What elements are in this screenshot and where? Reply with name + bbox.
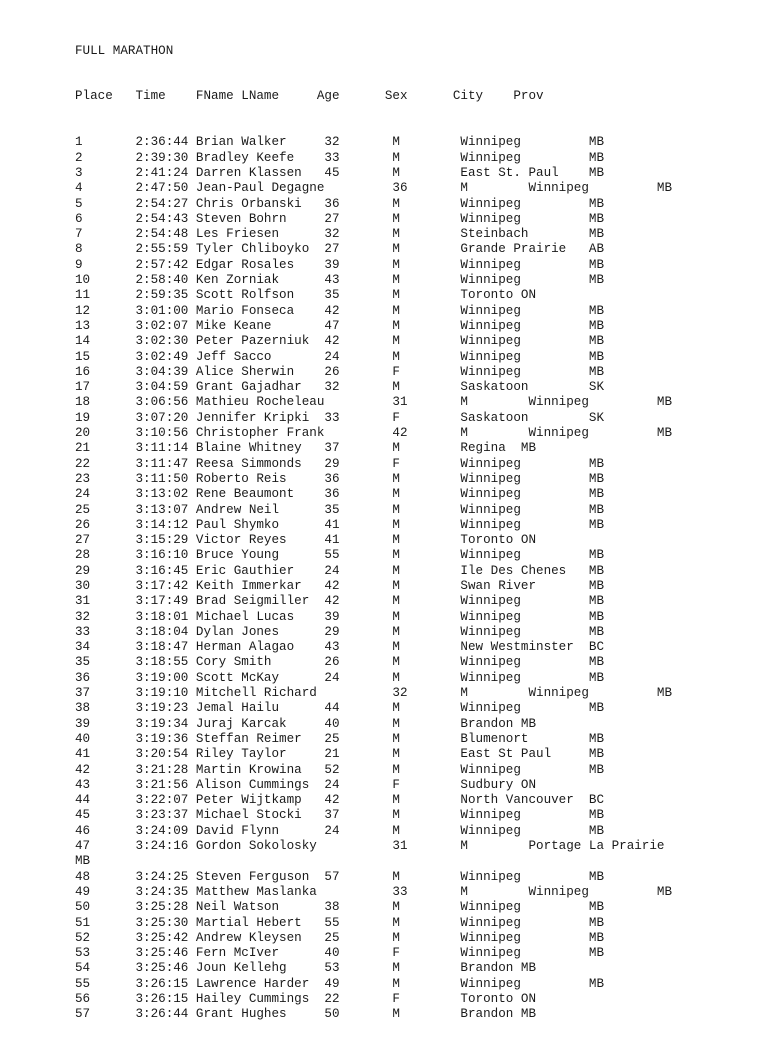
result-row: 26 3:14:12 Paul Shymko 41 M Winnipeg MB — [75, 517, 605, 532]
result-row: 9 2:57:42 Edgar Rosales 39 M Winnipeg MB — [75, 257, 605, 272]
result-row: 34 3:18:47 Herman Alagao 43 M New Westminster BC — [75, 640, 605, 655]
result-row: 36 3:19:00 Scott McKay 24 M Winnipeg MB — [75, 670, 605, 685]
result-row: 54 3:25:46 Joun Kellehg 53 M Brandon MB — [75, 961, 537, 976]
result-row: 11 2:59:35 Scott Rolfson 35 M Toronto ON — [75, 288, 537, 303]
result-row: 22 3:11:47 Reesa Simmonds 29 F Winnipeg MB — [75, 456, 605, 471]
result-row: 30 3:17:42 Keith Immerkar 42 M Swan River MB — [75, 578, 605, 593]
result-row: 48 3:24:25 Steven Ferguson 57 M Winnipeg MB — [75, 869, 605, 884]
results-document — [75, 13, 672, 1038]
result-row: 8 2:55:59 Tyler Chliboyko 27 M Grande Prairie AB — [75, 242, 605, 257]
result-row: 23 3:11:50 Roberto Reis 36 M Winnipeg MB — [75, 471, 605, 486]
result-row: 55 3:26:15 Lawrence Harder 49 M Winnipeg MB — [75, 976, 605, 991]
result-row: 33 3:18:04 Dylan Jones 29 M Winnipeg MB — [75, 624, 605, 639]
result-row: 19 3:07:20 Jennifer Kripki 33 F Saskatoon SK — [75, 410, 605, 425]
result-row: 47 3:24:16 Gordon Sokolosky 31 M Portage La Prairie — [75, 839, 665, 854]
result-row: 6 2:54:43 Steven Bohrn 27 M Winnipeg MB — [75, 211, 605, 226]
result-row: 4 2:47:50 Jean-Paul Degagne 36 M Winnipeg MB — [75, 181, 673, 196]
result-row: 52 3:25:42 Andrew Kleysen 25 M Winnipeg MB — [75, 930, 605, 945]
result-row: 24 3:13:02 Rene Beaumont 36 M Winnipeg MB — [75, 487, 605, 502]
result-row: 15 3:02:49 Jeff Sacco 24 M Winnipeg MB — [75, 349, 605, 364]
result-row: 41 3:20:54 Riley Taylor 21 M East St Paul MB — [75, 747, 605, 762]
result-row: 57 3:26:44 Grant Hughes 50 M Brandon MB — [75, 1007, 537, 1022]
result-row: 21 3:11:14 Blaine Whitney 37 M Regina MB — [75, 441, 537, 456]
result-row: 50 3:25:28 Neil Watson 38 M Winnipeg MB — [75, 900, 605, 915]
result-row: 10 2:58:40 Ken Zorniak 43 M Winnipeg MB — [75, 273, 605, 288]
result-row: 14 3:02:30 Peter Pazerniuk 42 M Winnipeg MB — [75, 334, 605, 349]
result-row: 28 3:16:10 Bruce Young 55 M Winnipeg MB — [75, 548, 605, 563]
result-row: 18 3:06:56 Mathieu Rocheleau 31 M Winnipeg MB — [75, 395, 673, 410]
result-row: 49 3:24:35 Matthew Maslanka 33 M Winnipeg MB — [75, 884, 673, 899]
result-row: 46 3:24:09 David Flynn 24 M Winnipeg MB — [75, 823, 605, 838]
result-row: 20 3:10:56 Christopher Frank 42 M Winnipeg MB — [75, 426, 673, 441]
document-title: FULL MARATHON — [75, 43, 174, 58]
result-row: MB — [75, 854, 91, 869]
result-row: 38 3:19:23 Jemal Hailu 44 M Winnipeg MB — [75, 701, 605, 716]
result-row: 2 2:39:30 Bradley Keefe 33 M Winnipeg MB — [75, 150, 605, 165]
result-row: 39 3:19:34 Juraj Karcak 40 M Brandon MB — [75, 716, 537, 731]
result-row: 5 2:54:27 Chris Orbanski 36 M Winnipeg MB — [75, 196, 605, 211]
result-row: 13 3:02:07 Mike Keane 47 M Winnipeg MB — [75, 318, 605, 333]
result-row: 7 2:54:48 Les Friesen 32 M Steinbach MB — [75, 227, 605, 242]
result-row: 29 3:16:45 Eric Gauthier 24 M Ile Des Chenes MB — [75, 563, 605, 578]
result-row: 16 3:04:39 Alice Sherwin 26 F Winnipeg MB — [75, 364, 605, 379]
result-row: 1 2:36:44 Brian Walker 32 M Winnipeg MB — [75, 135, 605, 150]
result-row: 27 3:15:29 Victor Reyes 41 M Toronto ON — [75, 533, 537, 548]
result-row: 37 3:19:10 Mitchell Richard 32 M Winnipeg MB — [75, 686, 673, 701]
result-row: 43 3:21:56 Alison Cummings 24 F Sudbury ON — [75, 777, 537, 792]
result-row: 51 3:25:30 Martial Hebert 55 M Winnipeg MB — [75, 915, 605, 930]
result-row: 53 3:25:46 Fern McIver 40 F Winnipeg MB — [75, 946, 605, 961]
result-row: 35 3:18:55 Cory Smith 26 M Winnipeg MB — [75, 655, 605, 670]
result-row: 32 3:18:01 Michael Lucas 39 M Winnipeg MB — [75, 609, 605, 624]
result-row: 56 3:26:15 Hailey Cummings 22 F Toronto ON — [75, 992, 537, 1006]
result-row: 12 3:01:00 Mario Fonseca 42 M Winnipeg MB — [75, 303, 605, 318]
result-row: 25 3:13:07 Andrew Neil 35 M Winnipeg MB — [75, 502, 605, 517]
result-row: 44 3:22:07 Peter Wijtkamp 42 M North Vancouver BC — [75, 793, 605, 808]
column-header-row: Place Time FName LName Age Sex City Prov — [75, 89, 544, 104]
result-row: 17 3:04:59 Grant Gajadhar 32 M Saskatoon SK — [75, 380, 605, 395]
results-list — [75, 135, 672, 1022]
result-row: 45 3:23:37 Michael Stocki 37 M Winnipeg MB — [75, 808, 605, 823]
result-row: 40 3:19:36 Steffan Reimer 25 M Blumenort MB — [75, 731, 605, 746]
result-row: 42 3:21:28 Martin Krowina 52 M Winnipeg MB — [75, 762, 605, 777]
result-row: 31 3:17:49 Brad Seigmiller 42 M Winnipeg MB — [75, 594, 605, 609]
result-row: 3 2:41:24 Darren Klassen 45 M East St. Paul MB — [75, 165, 605, 180]
